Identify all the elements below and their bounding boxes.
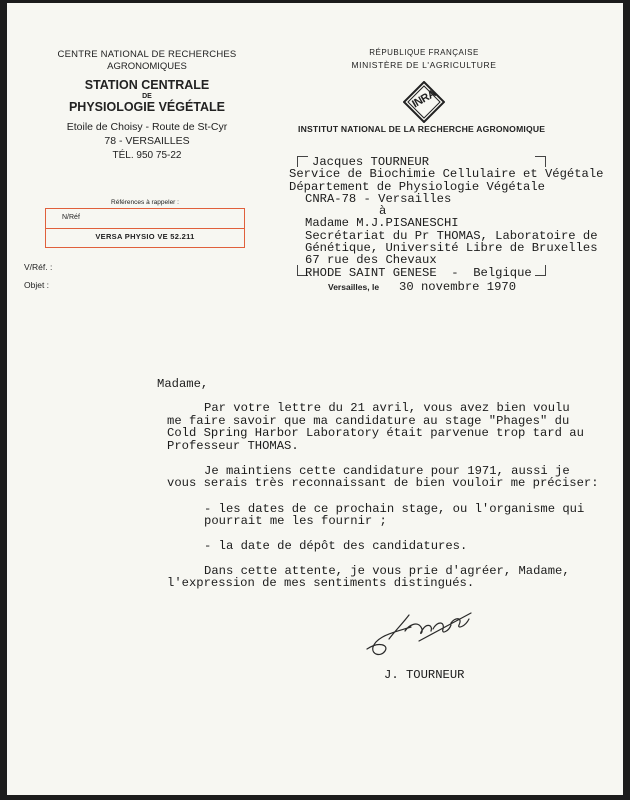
salutation: Madame, [157, 377, 209, 391]
paragraph-1-line: Professeur THOMAS. [167, 438, 299, 453]
sender-service: Service de Biochimie Cellulaire et Végétale [289, 167, 604, 182]
paragraph-1-line: Par votre lettre du 21 avril, vous avez bien voulu [204, 401, 570, 416]
republic-label: RÉPUBLIQUE FRANÇAISE [369, 48, 479, 57]
recipient-name: Madame M.J.PISANESCHI [305, 216, 459, 231]
institute-name: INSTITUT NATIONAL DE LA RECHERCHE AGRONOMIQUE [298, 124, 546, 134]
address-line-1: Etoile de Choisy - Route de St-Cyr [66, 121, 228, 133]
reference-box [45, 208, 245, 248]
handwritten-signature [359, 601, 479, 661]
letter-body [157, 378, 599, 590]
paragraph-3-line: Dans cette attente, je vous prie d'agréer, Madame, [204, 564, 570, 579]
station-line-1: STATION CENTRALE [84, 78, 210, 92]
letter-page [7, 3, 623, 795]
paragraph-3-line: l'expression de mes sentiments distingués. [167, 576, 475, 591]
sender-name: Jacques TOURNEUR [312, 155, 430, 169]
org-line-1: CENTRE NATIONAL DE RECHERCHES [57, 49, 237, 60]
signature-name: J. TOURNEUR [384, 668, 465, 682]
address-block [289, 156, 604, 279]
bullet-1-line: pourrait me les fournir ; [204, 514, 387, 529]
bullet-2: - la date de dépôt des candidatures. [204, 538, 468, 553]
paragraph-2-line: vous serais très reconnaissant de bien vouloir me préciser: [167, 476, 599, 491]
reference-divider [46, 228, 244, 229]
sender-location: CNRA-78 - Versailles [305, 191, 452, 206]
address-to: à [379, 204, 387, 219]
vref-label: V/Réf. : [24, 262, 53, 272]
inra-logo [403, 81, 445, 123]
address-line-2: 78 - VERSAILLES [104, 135, 190, 147]
org-line-2: AGRONOMIQUES [107, 61, 187, 72]
paragraph-3 [157, 565, 599, 590]
ministry-label: MINISTÈRE DE L'AGRICULTURE [351, 60, 497, 70]
reference-label: Références à rappeler : [111, 199, 179, 206]
right-letterhead [312, 48, 536, 70]
date-label: Versailles, le [328, 282, 380, 292]
station-line-2: PHYSIOLOGIE VÉGÉTALE [68, 100, 226, 114]
paragraph-1-line: Cold Spring Harbor Laboratory était parvenue trop tard au [167, 426, 584, 441]
sender-department: Département de Physiologie Végétale [289, 179, 545, 194]
reference-code: VERSA PHYSIO VE 52.211 [95, 232, 195, 241]
paragraph-1-line: me faire savoir que ma candidature au stage "Phages" du [167, 413, 570, 428]
paragraph-1 [157, 402, 599, 452]
recipient-street: 67 rue des Chevaux [305, 253, 437, 268]
left-letterhead [47, 49, 247, 161]
paragraph-2-line: Je maintiens cette candidature pour 1971, aussi je [204, 464, 570, 479]
letter-date: 30 novembre 1970 [399, 280, 517, 294]
objet-label: Objet : [24, 280, 50, 290]
paragraph-2 [157, 465, 599, 490]
bullet-1-line: - les dates de ce prochain stage, ou l'organisme qui [204, 501, 585, 516]
recipient-city: RHODE SAINT GENESE - Belgique [305, 265, 532, 280]
inra-logo-text: INRA [410, 87, 438, 111]
station-de: DE [142, 93, 152, 100]
recipient-line-1: Secrétariat du Pr THOMAS, Laboratoire de [305, 228, 598, 243]
recipient-line-2: Génétique, Université Libre de Bruxelles [305, 241, 598, 256]
phone: TÉL. 950 75-22 [112, 150, 182, 161]
bullet-1 [157, 503, 599, 528]
nref-label: N/Réf [62, 214, 80, 221]
